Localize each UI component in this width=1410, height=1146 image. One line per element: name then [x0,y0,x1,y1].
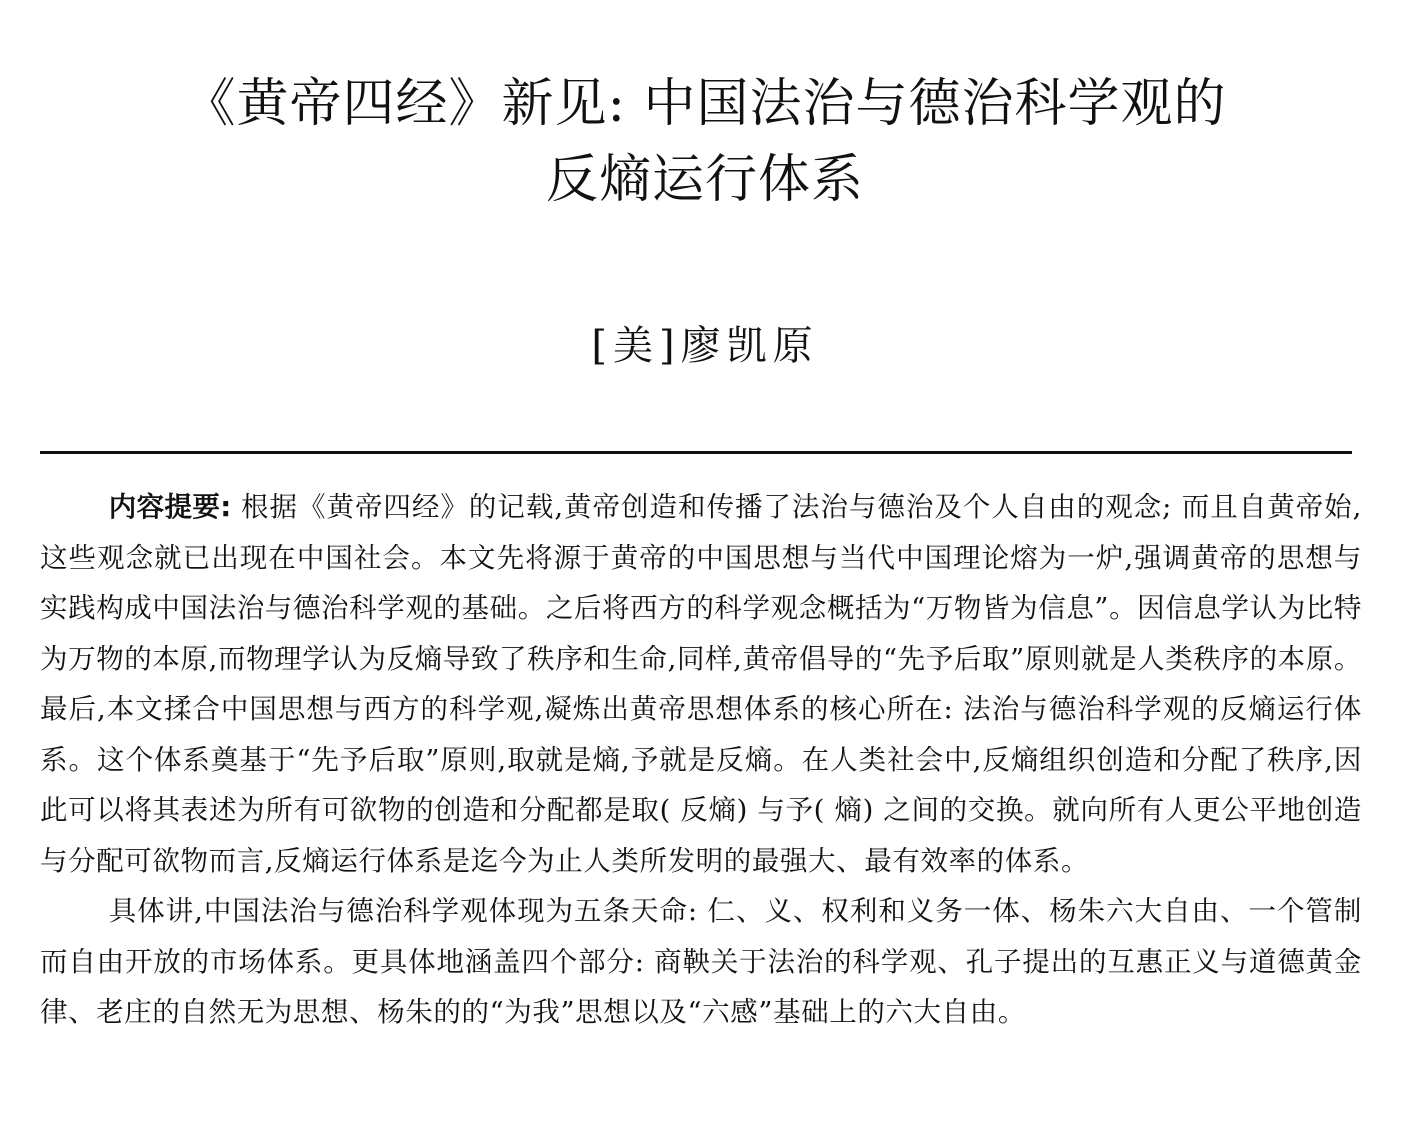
section-divider [40,451,1352,454]
article-title-line-1: 《黄帝四经》新见: 中国法治与德治科学观的 [183,74,1227,134]
abstract-section [40,482,1362,1038]
article-title [0,66,1410,218]
abstract-paragraph-2: 具体讲,中国法治与德治科学观体现为五条天命: 仁、义、权利和义务一体、杨朱六大自由、一个管制而自由开放的市场体系。更具体地涵盖四个部分: 商鞅关于法治的科学观、孔子提出的互惠正义与道德黄金律、老庄的自然无为思想、杨朱的的“为我”思想以及“六感”基础上的六大自由。 [40,895,1362,1028]
abstract-label: 内容提要: [108,491,232,523]
abstract-paragraph-1 [40,482,1362,886]
abstract-paragraph-1-text: 根据《黄帝四经》的记载,黄帝创造和传播了法治与德治及个人自由的观念; 而且自黄帝始,这些观念就已出现在中国社会。本文先将源于黄帝的中国思想与当代中国理论熔为一炉,强调黄帝的思想与实践构成中国法治与德治科学观的基础。之后将西方的科学观念概括为“万物皆为信息”。因信息学认为比特为万物的本原,而物理学认为反熵导致了秩序和生命,同样,黄帝倡导的“先予后取”原则就是人类秩序的本原。最后,本文揉合中国思想与西方的科学观,凝炼出黄帝思想体系的核心所在: 法治与德治科学观的反熵运行体系。这个体系奠基于“先予后取”原则,取就是熵,予就是反熵。在人类社会中,反熵组织创造和分配了秩序,因此可以将其表述为所有可欲物的创造和分配都是取( 反熵) 与予( 熵) 之间的交换。就向所有人更公平地创造与分配可欲物而言,反熵运行体系是迄今为止人类所发明的最强大、最有效率的体系。 [40,491,1363,877]
author-byline: [美]廖凯原 [591,323,819,369]
article-title-line-2: 反熵运行体系 [545,150,864,210]
